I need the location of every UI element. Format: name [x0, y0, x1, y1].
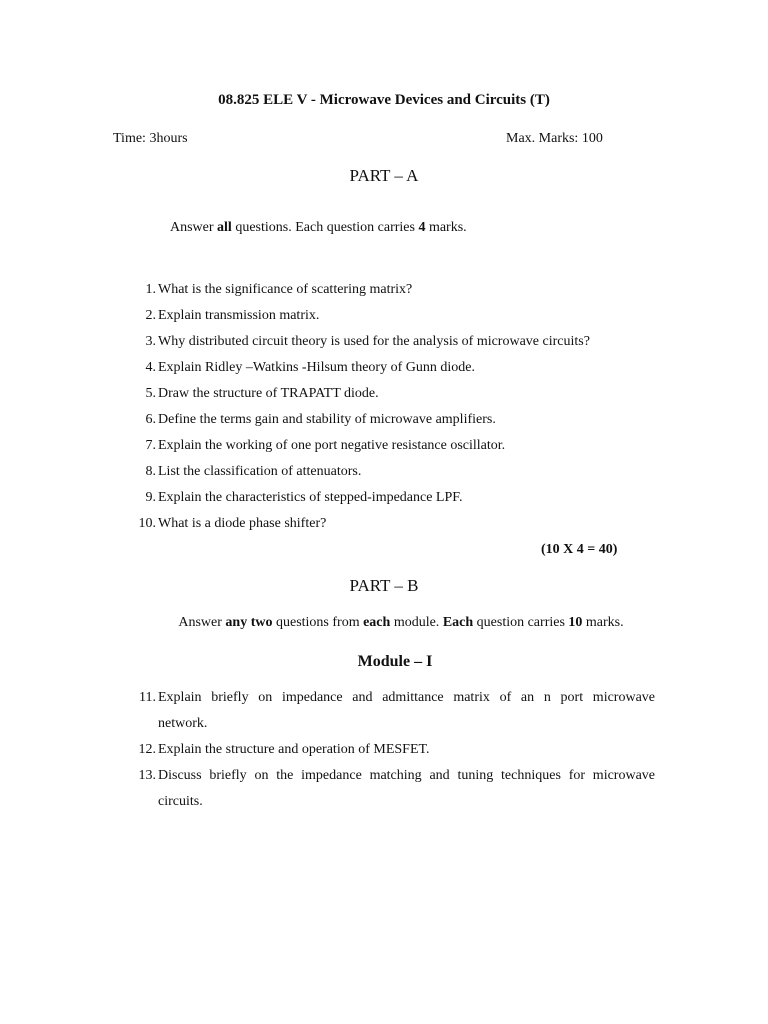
part-a-instruction — [170, 220, 467, 236]
instruction-text: questions. Each question carries — [231, 220, 419, 235]
question-text — [158, 685, 655, 737]
question-number: 5. — [145, 386, 156, 401]
question-text: Why distributed circuit theory is used for the analysis of microwave circuits? — [158, 334, 590, 349]
question-text: Explain the structure and operation of MESFET. — [158, 742, 430, 757]
question-number: 1. — [145, 282, 156, 297]
question-text: Draw the structure of TRAPATT diode. — [158, 386, 379, 401]
instruction-text: marks. — [582, 615, 624, 630]
question-number: 3. — [145, 334, 156, 349]
instruction-text: question carries — [473, 615, 569, 630]
instruction-text: Answer — [178, 615, 226, 630]
question-item — [134, 410, 654, 436]
question-item — [134, 514, 654, 540]
question-number: 2. — [145, 308, 156, 323]
question-item — [134, 332, 654, 358]
exam-title: 08.825 ELE V - Microwave Devices and Circuits (T) — [218, 92, 550, 108]
question-text: Explain the working of one port negative resistance oscillator. — [158, 438, 506, 453]
module-heading: Module – I — [357, 653, 433, 670]
question-number: 11. — [139, 690, 156, 705]
question-number: 9. — [145, 490, 156, 505]
question-item — [134, 688, 655, 740]
question-item — [134, 488, 654, 514]
instruction-emphasis: Each — [442, 615, 474, 630]
question-item — [134, 306, 654, 332]
question-number: 4. — [145, 360, 156, 375]
question-text-line: circuits. — [158, 794, 203, 809]
time-allowed: Time: 3hours — [113, 131, 188, 146]
question-number: 6. — [145, 412, 156, 427]
instruction-emphasis: all — [217, 220, 232, 235]
instruction-text: questions from — [272, 615, 364, 630]
max-marks: Max. Marks: 100 — [506, 131, 603, 146]
part-b-heading: PART – B — [349, 576, 419, 595]
question-text: Define the terms gain and stability of microwave amplifiers. — [158, 412, 496, 427]
question-item — [134, 436, 654, 462]
instruction-text: marks. — [425, 220, 467, 235]
instruction-emphasis: 10 — [568, 615, 583, 630]
question-text: List the classification of attenuators. — [158, 464, 362, 479]
question-number: 8. — [145, 464, 156, 479]
instruction-emphasis: any two — [225, 615, 273, 630]
part-a-question-list — [134, 280, 654, 540]
question-item — [134, 384, 654, 410]
part-a-total-marks: (10 X 4 = 40) — [541, 542, 618, 557]
question-text: Explain Ridley –Watkins -Hilsum theory of Gunn diode. — [158, 360, 475, 375]
question-item — [134, 358, 654, 384]
question-text-line: Explain briefly on impedance and admittance matrix of an n port microwave — [158, 690, 655, 705]
question-text-line: Discuss briefly on the impedance matching and tuning techniques for microwave — [158, 768, 655, 783]
question-number: 10. — [138, 516, 156, 531]
question-text: Explain transmission matrix. — [158, 308, 320, 323]
instruction-text: Answer — [170, 220, 218, 235]
question-number: 12. — [138, 742, 156, 757]
question-text — [158, 763, 655, 815]
question-text: Explain the characteristics of stepped-impedance LPF. — [158, 490, 463, 505]
question-item — [134, 462, 654, 488]
question-item — [134, 766, 655, 818]
part-b-question-list — [134, 688, 655, 818]
instruction-emphasis: 4 — [418, 220, 426, 235]
question-text-line: network. — [158, 716, 208, 731]
question-text: What is a diode phase shifter? — [158, 516, 327, 531]
instruction-text: module. — [390, 615, 443, 630]
question-item — [134, 280, 654, 306]
part-b-instruction — [0, 615, 768, 631]
question-number: 7. — [145, 438, 156, 453]
question-number: 13. — [138, 768, 156, 783]
part-a-heading: PART – A — [349, 166, 419, 185]
instruction-emphasis: each — [363, 615, 391, 630]
question-text: What is the significance of scattering matrix? — [158, 282, 413, 297]
